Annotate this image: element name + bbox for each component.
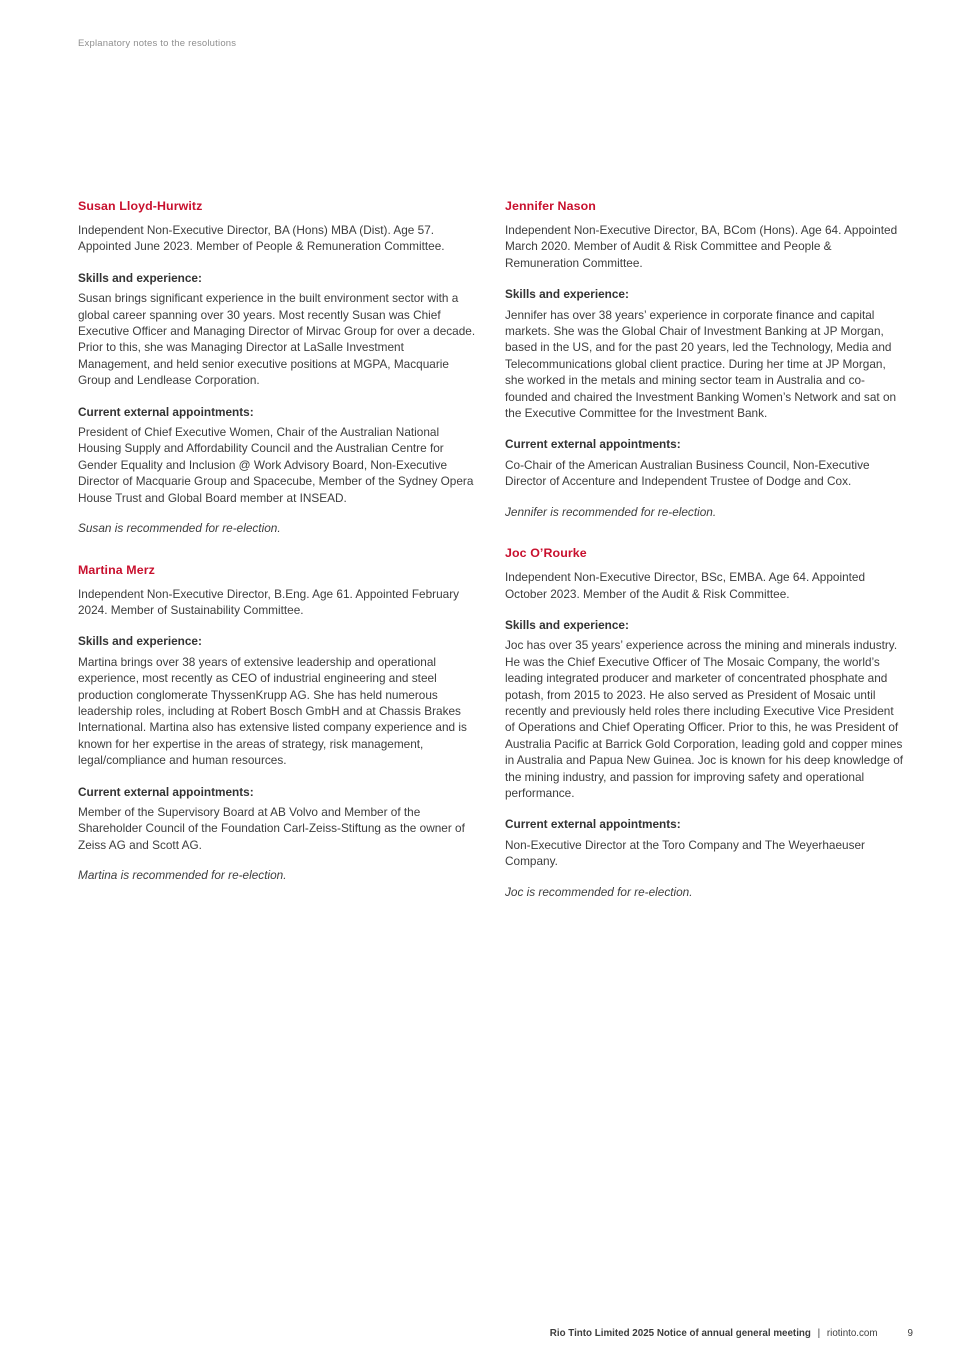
- page-content: [78, 199, 906, 910]
- appointments-heading: Current external appointments:: [78, 784, 254, 799]
- recommendation-text: Susan is recommended for re-election.: [78, 521, 281, 536]
- appointments-heading: Current external appointments:: [505, 817, 681, 832]
- appointments-heading: Current external appointments:: [78, 404, 254, 419]
- skills-text: Jennifer has over 38 years’ experience in corporate finance and capital markets. She was the Global Chair of Investment Banking at JP Morgan, based in the US, and for the past 20 years, led the Technology, Media and Telecommunications global client practice. During her time at JP Morgan, she worked in the metals and mining sector team in Australia and co-founded and chaired the Investment Banking Women’s Network and sat on the Executive Committee for the Investment Bank.: [505, 307, 897, 421]
- appointments-text: President of Chief Executive Women, Chair of the Australian National Housing Supply and Affordability Council and the Australian Centre for Gender Equality and Inclusion @ Work Advisory Board, Non-Executive Director of Macquarie Group and Spacecube, Member of the Sydney Opera House Trust and Global Board member at INSEAD.: [78, 425, 474, 505]
- footer-divider: |: [817, 1328, 821, 1339]
- director-intro: Independent Non-Executive Director, BSc, EMBA. Age 64. Appointed October 2023. Member of the Audit & Risk Committee.: [505, 570, 866, 601]
- header-note: Explanatory notes to the resolutions: [78, 38, 237, 49]
- appointments-text: Co-Chair of the American Australian Business Council, Non-Executive Director of Accenture and Independent Trustee of Dodge and Cox.: [505, 457, 870, 489]
- recommendation-text: Martina is recommended for re-election.: [78, 868, 287, 883]
- appointments-text: Non-Executive Director at the Toro Company and The Weyerhaeuser Company.: [505, 837, 865, 869]
- director-profile-susan: [78, 199, 479, 537]
- skills-text: Joc has over 35 years’ experience across the mining and minerals industry. He was the Chief Executive Officer of The Mosaic Company, the world’s leading integrated producer and marketer of concentrated phosphate and potash, from 2015 to 2023. He also served as President of Mosaic until recently and previously held roles there including Executive Vice President of Operations and Chief Operating Officer. Prior to this, he was President of Australia Pacific at Barrick Gold Corporation, leading gold and copper mines in Australia and Papua New Guinea. Joc is known for his deep knowledge of the mining industry, and passion for improving safety and operational performance.: [505, 638, 904, 800]
- director-name: Jennifer Nason: [505, 199, 596, 213]
- appointments-heading: Current external appointments:: [505, 437, 681, 452]
- page-footer: [78, 1328, 913, 1339]
- recommendation-text: Jennifer is recommended for re-election.: [505, 504, 717, 519]
- director-intro: Independent Non-Executive Director, BA, BCom (Hons). Age 64. Appointed March 2020. Member of Audit & Risk Committee and People & Remuneration Committee.: [505, 223, 898, 270]
- recommendation-text: Joc is recommended for re-election.: [505, 884, 693, 899]
- director-profile-jennifer: [505, 199, 906, 520]
- skills-text: Susan brings significant experience in the built environment sector with a global career spanning over 30 years. Most recently Susan was Chief Executive Officer and Managing Director of Mirvac Group for over a decade. Prior to this, she was Managing Director at LaSalle Investment Management, and held senior executive positions at MGPA, Macquarie Group and Lendlease Corporation.: [78, 291, 476, 388]
- director-intro: Independent Non-Executive Director, BA (Hons) MBA (Dist). Age 57. Appointed June 2023. Member of People & Remuneration Committee.: [78, 223, 445, 254]
- director-profile-joc: [505, 546, 906, 900]
- skills-heading: Skills and experience:: [78, 270, 202, 285]
- footer-text: [550, 1328, 878, 1339]
- director-name: Joc O’Rourke: [505, 546, 587, 561]
- director-profile-martina: [78, 563, 479, 884]
- footer-website: riotinto.com: [826, 1328, 878, 1339]
- skills-text: Martina brings over 38 years of extensive leadership and operational experience, most recently as CEO of industrial engineering and steel production conglomerate ThyssenKrupp AG. She has held numerous leadership roles, including at Robert Bosch GmbH and at Chassis Brakes International. Martina also has extensive listed company experience and is known for her expertise in the areas of strategy, risk management, legal/compliance and human resources.: [78, 654, 467, 768]
- appointments-text: Member of the Supervisory Board at AB Volvo and Member of the Shareholder Council of the Foundation Carl-Zeiss-Stiftung as the owner of Zeiss AG and Scott AG.: [78, 804, 465, 852]
- director-name: Susan Lloyd-Hurwitz: [78, 199, 203, 213]
- left-column: [78, 199, 479, 910]
- footer-document-title: Rio Tinto Limited 2025 Notice of annual general meeting: [549, 1328, 811, 1339]
- director-intro: Independent Non-Executive Director, B.Eng. Age 61. Appointed February 2024. Member of Sustainability Committee.: [78, 586, 460, 617]
- director-name: Martina Merz: [78, 562, 155, 577]
- right-column: [505, 199, 906, 910]
- skills-heading: Skills and experience:: [505, 287, 629, 302]
- skills-heading: Skills and experience:: [505, 617, 629, 632]
- page-number: 9: [907, 1328, 913, 1339]
- skills-heading: Skills and experience:: [78, 634, 202, 649]
